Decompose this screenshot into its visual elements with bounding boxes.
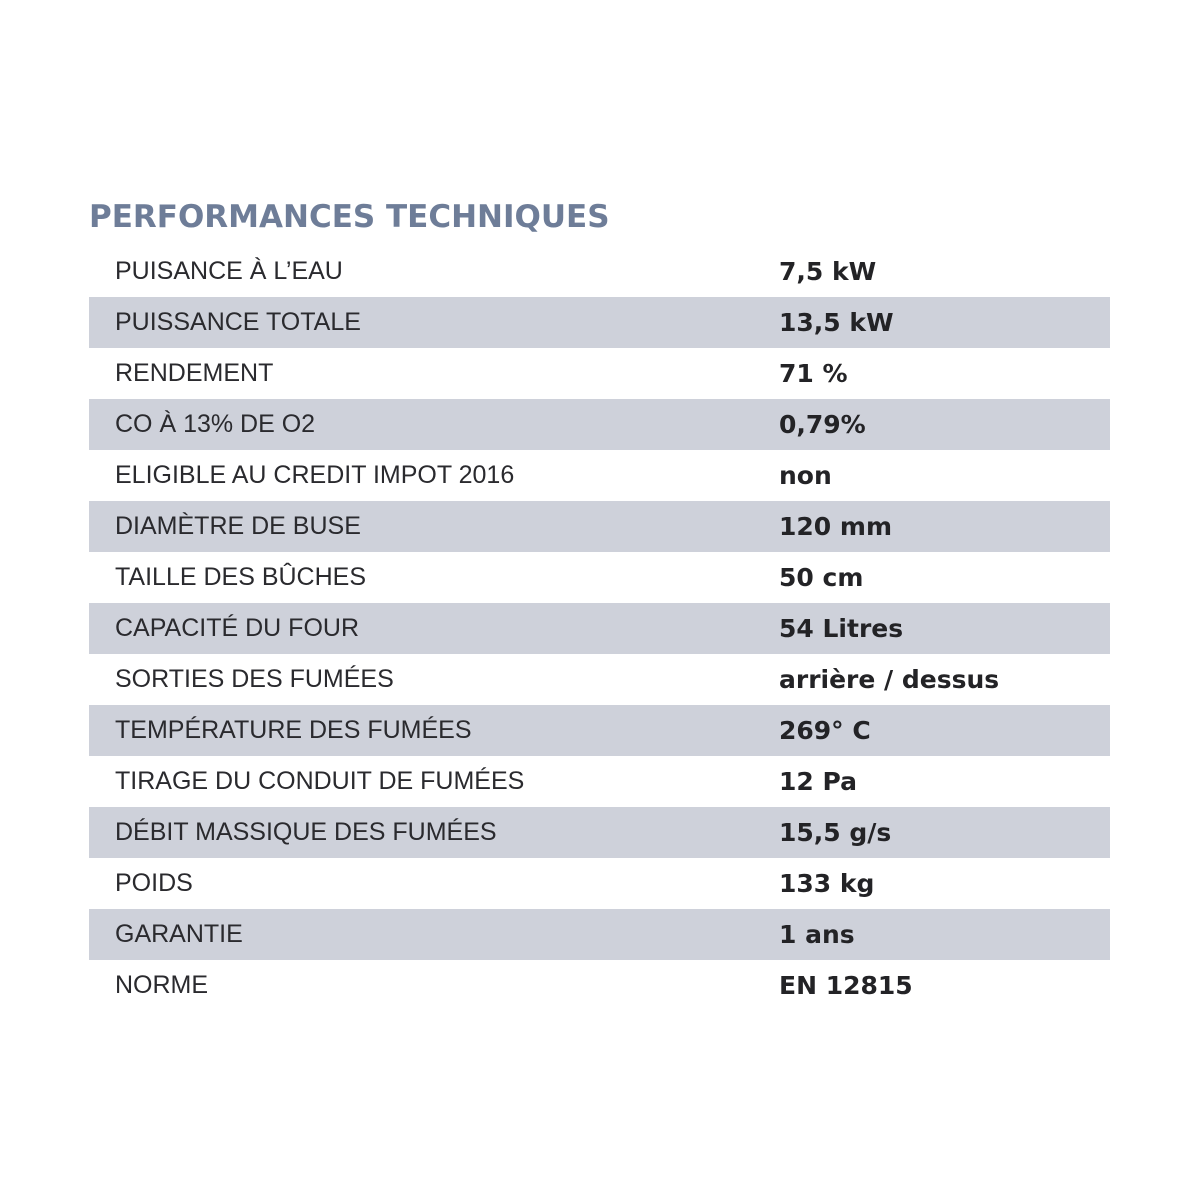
spec-row-flue-outlets bbox=[89, 654, 1110, 705]
spec-label: DIAMÈTRE DE BUSE bbox=[115, 512, 361, 540]
spec-value: 71 % bbox=[779, 359, 848, 388]
spec-row-log-size bbox=[89, 552, 1110, 603]
spec-label: RENDEMENT bbox=[115, 359, 274, 387]
spec-row-power-water bbox=[89, 246, 1110, 297]
section-title: PERFORMANCES TECHNIQUES bbox=[89, 199, 610, 235]
spec-label: POIDS bbox=[115, 869, 193, 897]
spec-value: 12 Pa bbox=[779, 767, 858, 796]
spec-value: EN 12815 bbox=[779, 971, 913, 1000]
spec-label: PUISSANCE TOTALE bbox=[115, 308, 361, 336]
spec-row-flue-mass-flow bbox=[89, 807, 1110, 858]
spec-label: CAPACITÉ DU FOUR bbox=[115, 614, 359, 642]
spec-value: 1 ans bbox=[779, 920, 855, 949]
spec-value: arrière / dessus bbox=[779, 665, 1000, 694]
spec-row-tax-credit bbox=[89, 450, 1110, 501]
spec-label: NORME bbox=[115, 971, 209, 999]
specs-table bbox=[89, 246, 1110, 1011]
spec-label: ELIGIBLE AU CREDIT IMPOT 2016 bbox=[115, 461, 515, 489]
spec-value: 269° C bbox=[779, 716, 871, 745]
spec-row-efficiency bbox=[89, 348, 1110, 399]
spec-value: 13,5 kW bbox=[779, 308, 894, 337]
spec-row-warranty bbox=[89, 909, 1110, 960]
spec-row-total-power bbox=[89, 297, 1110, 348]
spec-label: CO À 13% DE O2 bbox=[115, 410, 316, 438]
spec-label: SORTIES DES FUMÉES bbox=[115, 665, 394, 693]
spec-value: 54 Litres bbox=[779, 614, 904, 643]
spec-value: non bbox=[779, 461, 832, 490]
spec-row-weight bbox=[89, 858, 1110, 909]
spec-row-oven-capacity bbox=[89, 603, 1110, 654]
spec-label: PUISANCE À L’EAU bbox=[115, 257, 343, 285]
spec-value: 7,5 kW bbox=[779, 257, 877, 286]
spec-row-standard bbox=[89, 960, 1110, 1011]
spec-label: TEMPÉRATURE DES FUMÉES bbox=[115, 716, 472, 744]
spec-row-flue-temperature bbox=[89, 705, 1110, 756]
spec-row-flue-draught bbox=[89, 756, 1110, 807]
spec-label: TIRAGE DU CONDUIT DE FUMÉES bbox=[115, 767, 525, 795]
spec-value: 120 mm bbox=[779, 512, 892, 541]
spec-value: 50 cm bbox=[779, 563, 864, 592]
spec-label: DÉBIT MASSIQUE DES FUMÉES bbox=[115, 818, 497, 846]
spec-value: 133 kg bbox=[779, 869, 875, 898]
spec-row-flue-diameter bbox=[89, 501, 1110, 552]
spec-value: 15,5 g/s bbox=[779, 818, 892, 847]
spec-value: 0,79% bbox=[779, 410, 866, 439]
spec-label: GARANTIE bbox=[115, 920, 243, 948]
spec-label: TAILLE DES BÛCHES bbox=[115, 563, 367, 591]
spec-row-co-emission bbox=[89, 399, 1110, 450]
